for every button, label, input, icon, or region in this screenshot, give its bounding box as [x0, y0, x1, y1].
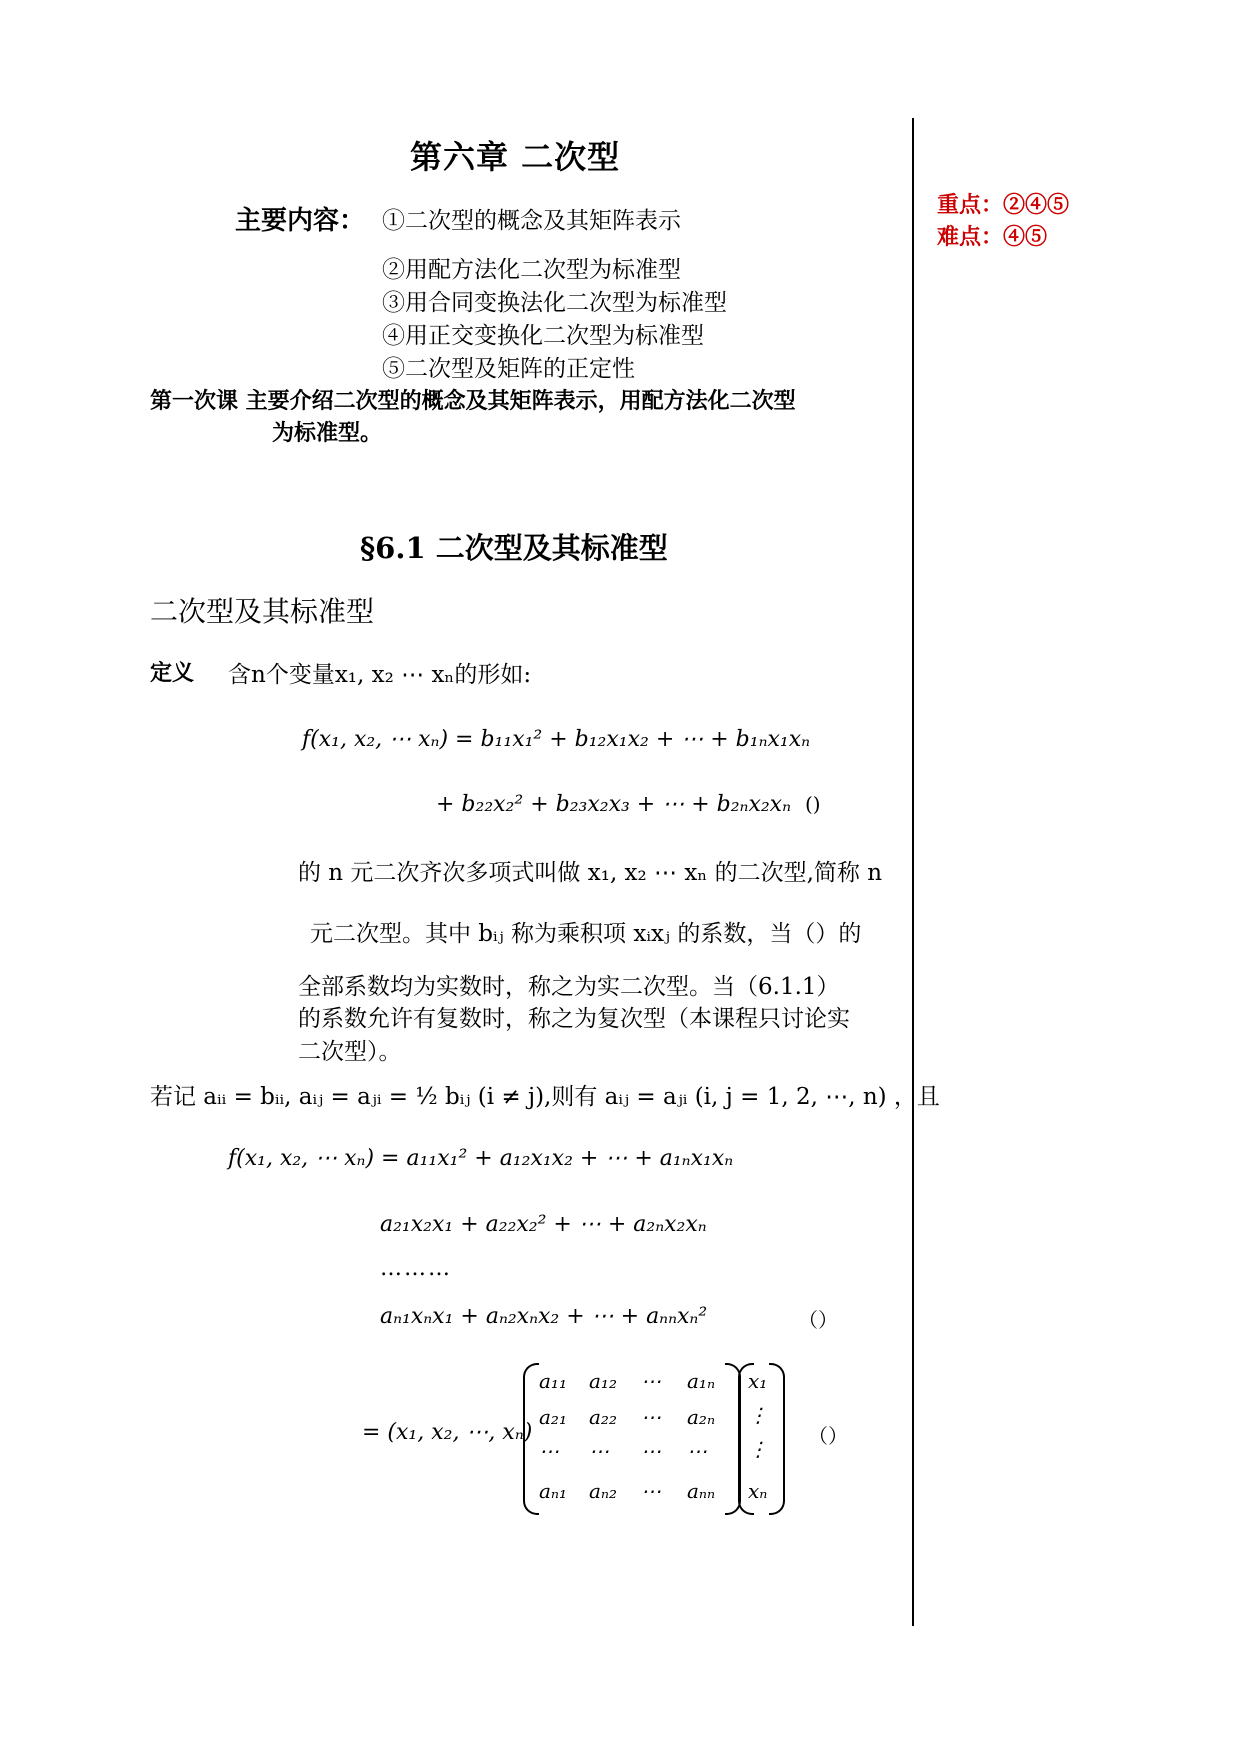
- vector-cell: ⋮: [748, 1437, 768, 1461]
- main-content-label: 主要内容：: [235, 206, 366, 236]
- equation-number: (): [805, 792, 821, 816]
- vector-cell: xₙ: [748, 1479, 768, 1503]
- matrix-cell: ⋯: [641, 1479, 661, 1503]
- matrix-cell: a₂₂: [589, 1405, 617, 1429]
- left-paren: [523, 1363, 539, 1515]
- matrix-cell: a₁ₙ: [687, 1369, 716, 1393]
- expansion-line: a₂₁x₂x₁ + a₂₂x₂² + ⋯ + a₂ₙx₂xₙ: [380, 1212, 707, 1237]
- notation-line: 若记 aᵢᵢ = bᵢᵢ, aᵢⱼ = aⱼᵢ = ½ bᵢⱼ (i ≠ j),则有 aᵢⱼ = aⱼᵢ (i, j = 1, 2, ⋯, n) ，且: [150, 1084, 940, 1110]
- vector-cell: x₁: [748, 1369, 768, 1393]
- matrix-cell: a₁₁: [539, 1369, 567, 1393]
- matrix-cell: ⋯: [641, 1405, 661, 1429]
- matrix-cell: ⋯: [687, 1439, 707, 1463]
- matrix-cell: aₙ₂: [589, 1479, 618, 1503]
- subsection-title: 二次型及其标准型: [150, 595, 375, 628]
- expansion-dots: ………: [380, 1256, 452, 1281]
- definition-intro: 含n个变量x₁, x₂ ⋯ xₙ的形如:: [228, 662, 532, 688]
- matrix-cell: ⋯: [589, 1439, 609, 1463]
- expansion-line: aₙ₁xₙx₁ + aₙ₂xₙx₂ + ⋯ + aₙₙxₙ²: [380, 1304, 708, 1329]
- matrix-cell: a₂₁: [539, 1405, 567, 1429]
- difficulties-note: 难点：④⑤: [937, 224, 1048, 250]
- key-points-note: 重点：②④⑤: [937, 192, 1070, 218]
- matrix-cell: aₙ₁: [539, 1479, 568, 1503]
- margin-divider: [912, 118, 914, 1626]
- lesson-intro-line: 为标准型。: [272, 420, 383, 446]
- main-content-item: ③用合同变换法化二次型为标准型: [382, 290, 727, 316]
- definition-paragraph: 的 n 元二次齐次多项式叫做 x₁, x₂ ⋯ xₙ 的二次型,简称 n: [298, 860, 883, 886]
- equation-line: f(x₁, x₂, ⋯ xₙ) = b₁₁x₁² + b₁₂x₁x₂ + ⋯ + b₁ₙx₁xₙ: [302, 727, 811, 752]
- definition-label: 定义: [150, 660, 195, 686]
- vector-cell: ⋮: [748, 1403, 768, 1427]
- main-content-item: ①二次型的概念及其矩阵表示: [382, 208, 681, 234]
- matrix-cell: ⋯: [641, 1369, 661, 1393]
- definition-paragraph: 的系数允许有复数时，称之为复次型（本课程只讨论实: [298, 1006, 850, 1032]
- chapter-title: 第六章 二次型: [410, 138, 621, 176]
- definition-paragraph: 二次型）。: [298, 1039, 402, 1065]
- matrix-cell: ⋯: [539, 1439, 559, 1463]
- equation-number: （）: [808, 1424, 848, 1448]
- main-content-item: ②用配方法化二次型为标准型: [382, 257, 681, 283]
- expansion-line: f(x₁, x₂, ⋯ xₙ) = a₁₁x₁² + a₁₂x₁x₂ + ⋯ + a₁ₙx₁xₙ: [228, 1146, 734, 1171]
- matrix-cell: aₙₙ: [687, 1479, 716, 1503]
- coefficient-matrix: [523, 1363, 785, 1511]
- main-content-item: ⑤二次型及矩阵的正定性: [382, 356, 635, 382]
- lesson-intro-line: 第一次课 主要介绍二次型的概念及其矩阵表示，用配方法化二次型: [150, 388, 796, 414]
- equation-number: （）: [798, 1308, 838, 1332]
- matrix-prefix: = (x₁, x₂, ⋯, xₙ): [362, 1420, 533, 1445]
- section-title: §6.1 二次型及其标准型: [360, 531, 668, 565]
- right-paren: [769, 1363, 785, 1515]
- main-content-item: ④用正交变换化二次型为标准型: [382, 323, 704, 349]
- definition-paragraph: 元二次型。其中 bᵢⱼ 称为乘积项 xᵢxⱼ 的系数，当（）的: [310, 921, 862, 947]
- matrix-cell: a₂ₙ: [687, 1405, 716, 1429]
- matrix-cell: a₁₂: [589, 1369, 617, 1393]
- definition-paragraph: 全部系数均为实数时，称之为实二次型。当（6.1.1）: [298, 974, 840, 1000]
- matrix-cell: ⋯: [641, 1439, 661, 1463]
- equation-line: + b₂₂x₂² + b₂₃x₂x₃ + ⋯ + b₂ₙx₂xₙ: [436, 792, 791, 817]
